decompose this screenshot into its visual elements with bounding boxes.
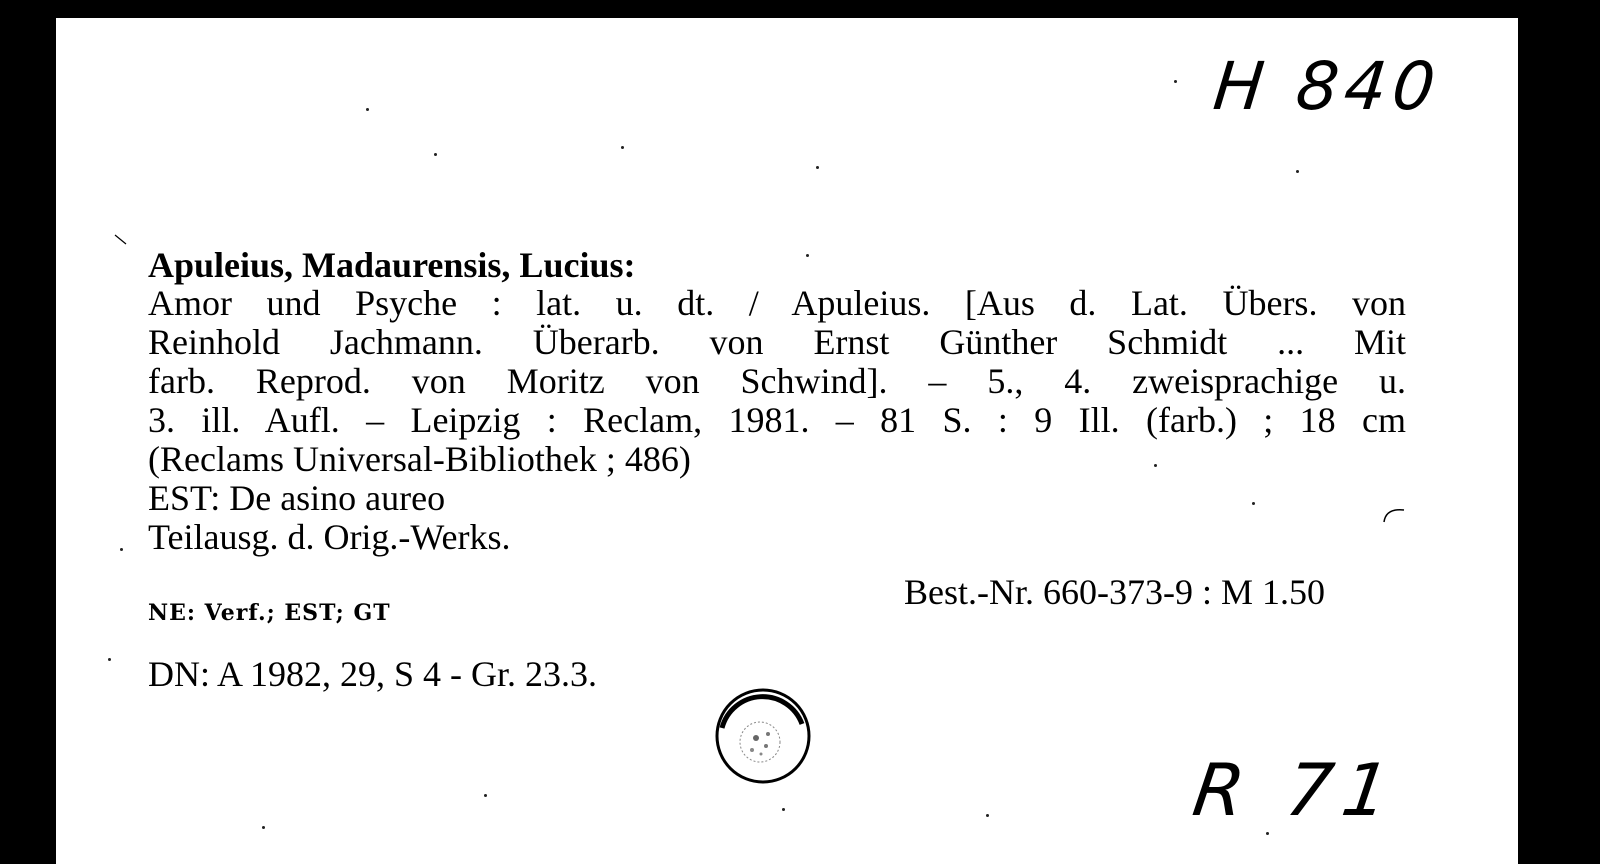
title-description	[148, 284, 1406, 557]
description-line: Reinhold Jachmann. Überarb. von Ernst Günther Schmidt ... Mit	[148, 322, 1406, 362]
bibliography-reference: DN: A 1982, 29, S 4 - Gr. 23.3.	[148, 654, 598, 694]
description-line: farb. Reprod. von Moritz von Schwind]. – 5., 4. zweisprachige u.	[148, 361, 1406, 401]
scan-speck	[1174, 80, 1177, 83]
scan-speck	[1296, 170, 1299, 173]
description-line: 3. ill. Aufl. – Leipzig : Reclam, 1981. – 81 S. : 9 Ill. (farb.) ; 18 cm	[148, 400, 1406, 440]
scan-speck	[434, 153, 437, 156]
scan-speck	[366, 108, 369, 111]
note: Teilausg. d. Orig.-Werks.	[148, 517, 511, 557]
scan-border-top	[0, 0, 1600, 18]
scan-speck	[484, 794, 487, 797]
scan-speck	[262, 826, 265, 829]
library-stamp-icon	[712, 688, 814, 784]
scan-speck	[1266, 832, 1269, 835]
catalog-card	[56, 18, 1518, 864]
scan-mark	[1382, 504, 1406, 524]
order-number-price: Best.-Nr. 660-373-9 : M 1.50	[904, 572, 1325, 612]
scan-speck	[108, 658, 111, 661]
scan-speck	[986, 814, 989, 817]
scan-speck	[621, 146, 624, 149]
scan-speck	[1252, 502, 1255, 505]
bibliographic-record	[148, 246, 1406, 557]
series-statement: (Reclams Universal-Bibliothek ; 486)	[148, 439, 691, 479]
scan-speck	[782, 808, 785, 811]
description-line: Amor und Psyche : lat. u. dt. / Apuleius. [Aus d. Lat. Übers. von	[148, 283, 1406, 323]
added-entries: NE: Verf.; EST; GT	[148, 600, 391, 626]
scan-speck	[806, 254, 809, 257]
uniform-title: EST: De asino aureo	[148, 478, 446, 518]
author-heading: Apuleius, Madaurensis, Lucius:	[148, 245, 636, 285]
shelfmark-handwritten: H 840	[1209, 48, 1445, 125]
scan-mark	[114, 234, 128, 246]
scan-speck	[1154, 464, 1157, 467]
scan-speck	[816, 166, 819, 169]
accession-mark-handwritten: R 71	[1188, 748, 1405, 832]
scan-speck	[120, 548, 123, 551]
